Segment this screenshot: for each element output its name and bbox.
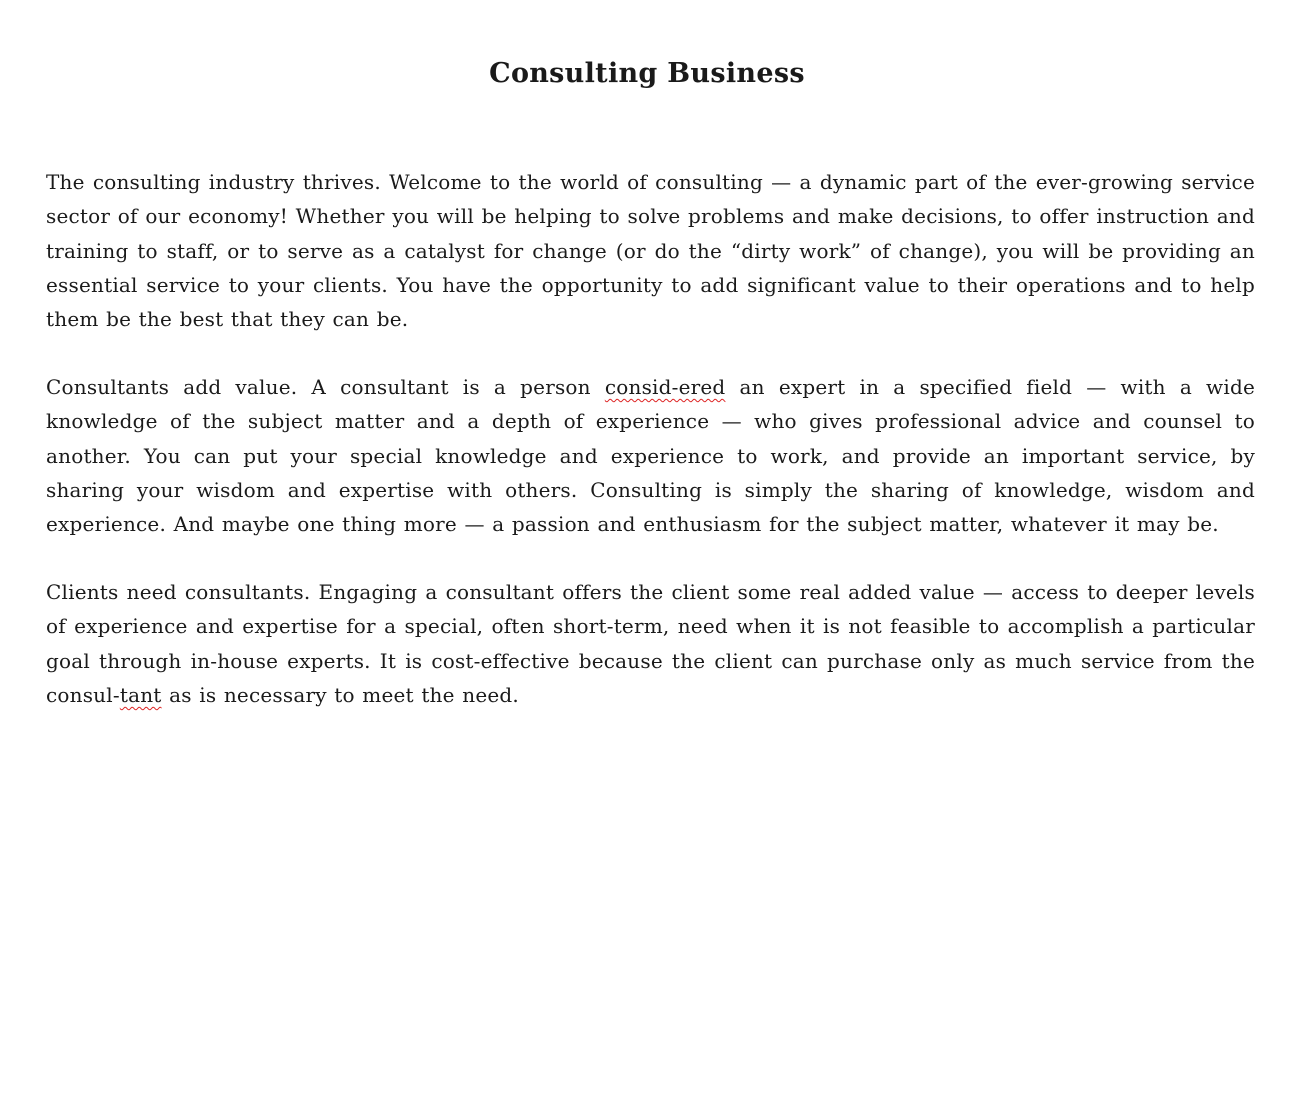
paragraph-clients-need-consultants — [46, 575, 1255, 712]
paragraph-text: as is necessary to meet the need. — [161, 682, 519, 707]
spellcheck-flagged-word[interactable]: consid-ered — [604, 375, 726, 399]
spellcheck-flagged-word[interactable]: tant — [119, 682, 162, 707]
paragraph-text: an expert in a specified field — with a wide knowledge of the subject matter and a depth of experience — who gives professional advice and counsel to another. You can put your special knowledge and experience to work, and provide an important service, by sharing your wisdom and expertise with others. Consulting is simply the sharing of knowledge, wisdom and experience. And maybe one thing more — a passion and enthusiasm for the subject matter, whatever it may be. — [46, 375, 1256, 537]
paragraph-text: Consultants add value. A consultant is a person — [46, 375, 605, 399]
paragraph-industry-thrives: The consulting industry thrives. Welcome to the world of consulting — a dynamic part of the ever-growing service sector of our economy! Whether you will be helping to solve problems and make decisions, to offer instruction and training to staff, or to serve as a catalyst for change (or do the “dirty work” of change), you will be providing an essential service to your clients. You have the opportunity to add significant value to their operations and to help them be the best that they can be. — [46, 170, 1255, 332]
document-title: Consulting Business — [489, 58, 805, 89]
paragraph-text: Clients need consultants. Engaging a consultant offers the client some real added value — access to deeper levels of experience and expertise for a special, often short-term, need when it is not feasible to accomplish a particular goal through in-house experts. It is cost-effective because the client can purchase only as much service from the consul- — [46, 580, 1255, 707]
paragraph-consultants-add-value — [46, 370, 1255, 541]
